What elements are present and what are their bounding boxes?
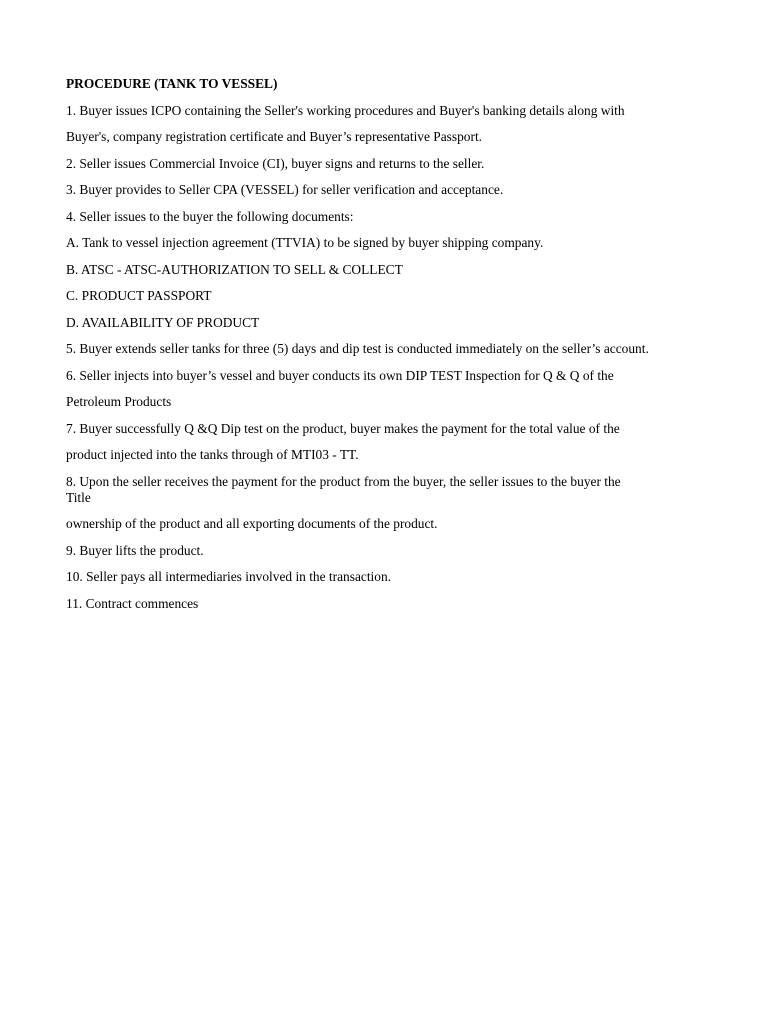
- procedure-line: 8. Upon the seller receives the payment for the product from the buyer, the seller issues to the buyer the: [66, 473, 621, 489]
- procedure-line: B. ATSC - ATSC-AUTHORIZATION TO SELL & COLLECT: [66, 261, 403, 277]
- procedure-line: 4. Seller issues to the buyer the following documents:: [66, 208, 354, 224]
- procedure-line: Title: [66, 489, 91, 505]
- procedure-line: 7. Buyer successfully Q &Q Dip test on the product, buyer makes the payment for the total value of the: [66, 420, 620, 436]
- procedure-line: 9. Buyer lifts the product.: [66, 542, 204, 558]
- procedure-line: Petroleum Products: [66, 394, 172, 409]
- procedure-line: 6. Seller injects into buyer’s vessel and buyer conducts its own DIP TEST Inspection for Q & Q of the: [66, 367, 614, 383]
- document-heading: PROCEDURE (TANK TO VESSEL): [66, 76, 278, 91]
- procedure-line: 10. Seller pays all intermediaries involved in the transaction.: [66, 569, 392, 584]
- procedure-line: D. AVAILABILITY OF PRODUCT: [66, 314, 260, 330]
- procedure-line: 11. Contract commences: [66, 595, 199, 611]
- procedure-line: C. PRODUCT PASSPORT: [66, 288, 212, 303]
- procedure-line: 5. Buyer extends seller tanks for three (5) days and dip test is conducted immediately on the seller’s account.: [66, 341, 649, 356]
- procedure-line: A. Tank to vessel injection agreement (TTVIA) to be signed by buyer shipping company.: [66, 235, 544, 250]
- procedure-line: 3. Buyer provides to Seller CPA (VESSEL) for seller verification and acceptance.: [66, 182, 504, 197]
- procedure-line: 1. Buyer issues ICPO containing the Seller's working procedures and Buyer's banking details along with: [66, 102, 625, 118]
- procedure-line: product injected into the tanks through of MTI03 - TT.: [66, 447, 359, 462]
- procedure-line: ownership of the product and all exporting documents of the product.: [66, 516, 438, 531]
- procedure-line: Buyer's, company registration certificate and Buyer’s representative Passport.: [66, 129, 483, 144]
- procedure-line: 2. Seller issues Commercial Invoice (CI), buyer signs and returns to the seller.: [66, 155, 485, 171]
- document-page: [66, 76, 696, 622]
